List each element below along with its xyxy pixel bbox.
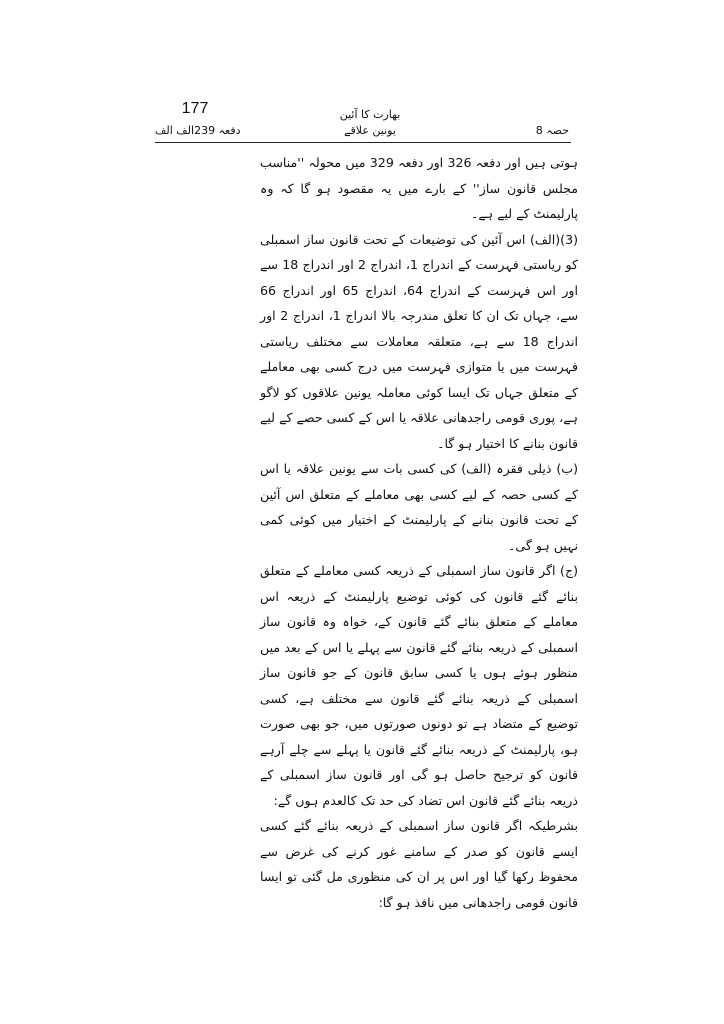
paragraph: (3)(الف) اس آئین کی توضیعات کے تحت قانون ساز اسمبلی کو ریاستی فہرست کے اندراج 1، اندراج 2 اور اندراج 18 سے اور اس فہرست کے اندراج 64، اندراج 65 اور اندراج 66 سے، جہاں تک ان کا تعلق مندرجہ بالا اندراج 1، اندراج 2 اور اندراج 18 سے ہے، متعلقہ معاملات سے مختلف ریاستی فہرست میں یا متوازی فہرست میں درج کسی بھی معاملے کے متعلق جہاں تک ایسا کوئی معاملہ یونین علاقوں کو لاگو ہے، پوری قومی راجدھانی علاقہ یا اس کے کسی حصے کے لیے قانون بنانے کا اختیار ہو گا۔ bbox=[260, 231, 579, 451]
paragraph: (ب) ذیلی فقرہ (الف) کی کسی بات سے یونین علاقہ یا اس کے کسی حصہ کے لیے کسی بھی معاملے کے متعلق اس آئین کے تحت قانون بنانے کے پارلیمنٹ کے اختیار میں کوئی کمی نہیں ہو گی۔ bbox=[260, 461, 578, 553]
paragraph: (ج) اگر قانون ساز اسمبلی کے ذریعہ کسی معاملے کے متعلق بنائے گئے قانون کی کوئی توضیع پارلیمنٹ کے ذریعہ اس معاملے کے متعلق بنائے گئے قانون کے، خواہ وہ قانون ساز اسمبلی کے ذریعہ بنائے گئے قانون سے پہلے یا اس کے بعد میں منظور ہوئے ہوں یا کسی سابق قانون کے جو قانون ساز اسمبلی کے ذریعہ بنائے گئے قانون سے مختلف ہے، کسی توضیع کے متضاد ہے تو دونوں صورتوں میں، جو بھی صورت ہو، پارلیمنٹ کے ذریعہ بنائے گئے قانون یا پہلے سے چلے آرہے قانون کو ترجیح حاصل ہو گی اور قانون ساز اسمبلی کے ذریعہ بنائے گئے قانون اس تضاد کی حد تک کالعدم ہوں گے: bbox=[260, 563, 578, 808]
paragraph: ہوتی ہیں اور دفعہ 326 اور دفعہ 329 میں محولہ ''مناسب مجلس قانون ساز'' کے بارے میں یہ مقصود ہو گا کہ وہ پارلیمنٹ کے لیے ہے۔ bbox=[260, 155, 578, 221]
header-rule bbox=[155, 142, 571, 143]
part-label: حصہ 8 bbox=[535, 124, 569, 137]
section-label: دفعہ 239الف الف bbox=[155, 124, 241, 137]
paragraph: بشرطیکہ اگر قانون ساز اسمبلی کے ذریعہ بنائے گئے کسی ایسے قانون کو صدر کے سامنے غور کرنے کی غرض سے محفوظ رکھا گیا اور اس پر ان کی منظوری مل گئی تو ایسا قانون قومی راجدھانی میں نافذ ہو گا: bbox=[260, 818, 578, 910]
page-number: 177 bbox=[181, 100, 209, 117]
running-title: بھارت کا آئین bbox=[339, 108, 401, 121]
body-text bbox=[260, 150, 578, 915]
running-subtitle: یونین علاقے bbox=[344, 124, 396, 137]
